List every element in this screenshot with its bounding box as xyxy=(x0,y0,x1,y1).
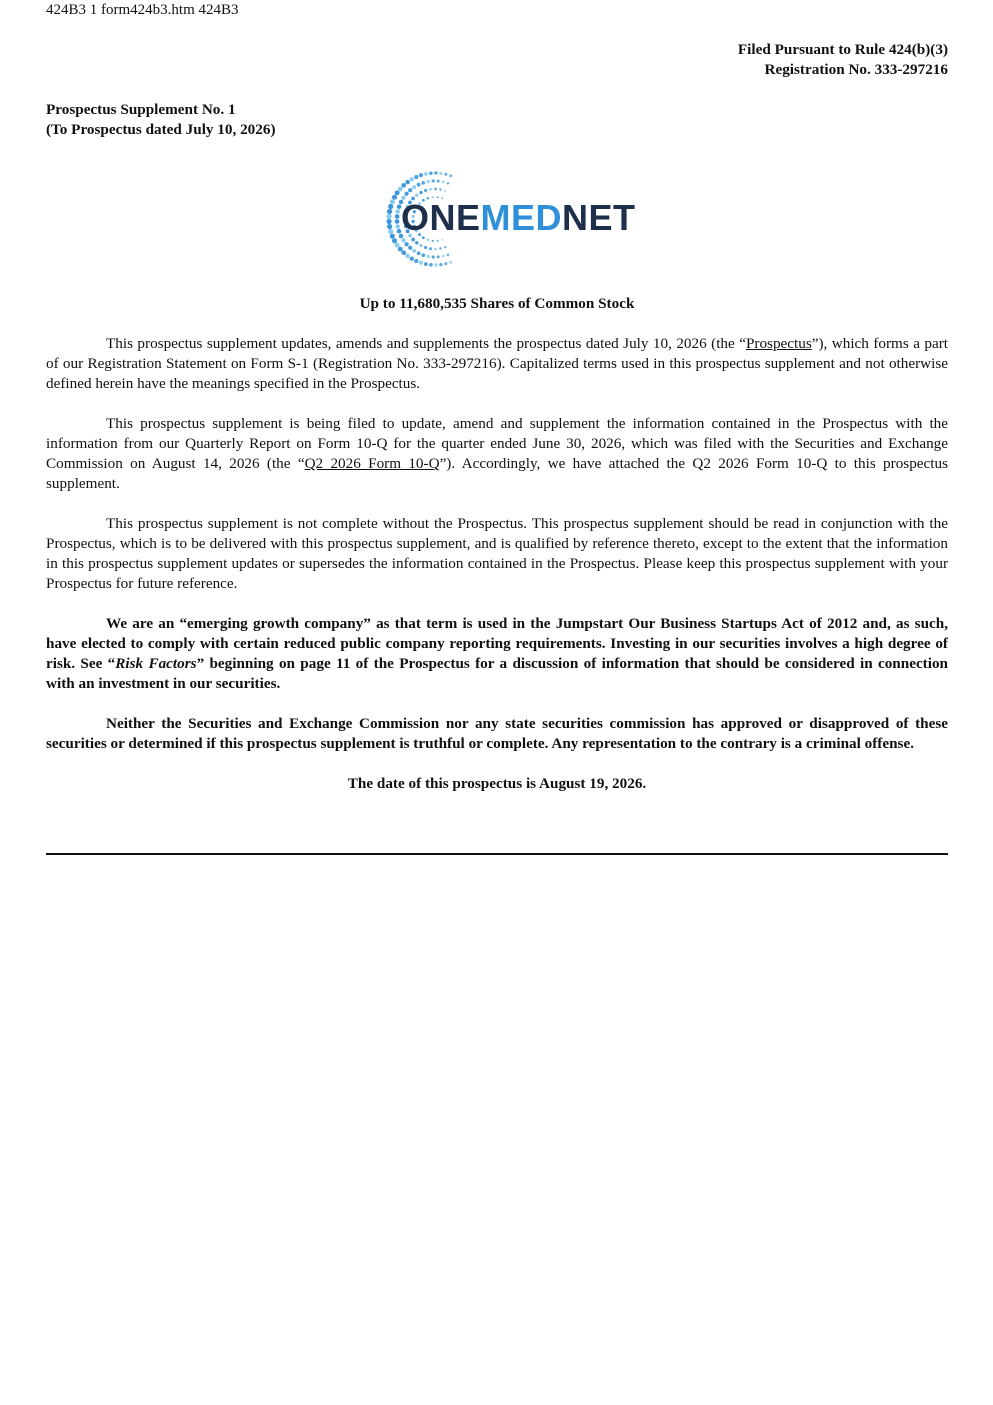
paragraph-not-complete: This prospectus supplement is not complete without the Prospectus. This prospectus supplement should be read in conjunction with the Prospectus, which is to be delivered with this prospectus supplement, and is qualified by reference thereto, except to the extent that the information in this prospectus supplement updates or supersedes the information contained in the Prospectus. Please keep this prospectus supplement with your Prospectus for future reference. xyxy=(46,515,948,592)
logo-dot xyxy=(437,255,440,258)
paragraph-sec-disclaimer: Neither the Securities and Exchange Commission nor any state securities commission has approved or disapproved of these securities or determined if this prospectus supplement is truthful or complete. Any representation to the contrary is a criminal offense. xyxy=(46,715,948,752)
logo-dot xyxy=(439,172,442,175)
supplement-title: Prospectus Supplement No. 1 xyxy=(46,101,236,118)
logo-dot xyxy=(405,180,410,185)
logo-dot xyxy=(427,255,430,258)
logo-dot xyxy=(432,179,435,182)
filing-rule: Filed Pursuant to Rule 424(b)(3) xyxy=(737,41,948,58)
logo-dot xyxy=(401,250,406,255)
logo-dot xyxy=(395,243,400,248)
paragraph-quarterly-report xyxy=(46,414,948,494)
logo-dot xyxy=(434,171,437,174)
logo-dot xyxy=(427,180,430,183)
logo-dot xyxy=(417,183,421,187)
logo-text-net: NET xyxy=(562,197,636,238)
logo-dot xyxy=(449,261,452,264)
registration-number: Registration No. 333-297216 xyxy=(764,61,948,78)
logo-dot xyxy=(439,263,442,266)
logo-dot xyxy=(429,263,433,267)
svg-text:ONEMEDNET xyxy=(401,197,636,238)
logo-dot xyxy=(429,247,432,250)
logo-dot xyxy=(392,195,397,200)
logo-dot xyxy=(434,188,437,191)
logo-dot xyxy=(398,247,403,252)
form-10q-link[interactable]: Q2 2026 Form 10-Q xyxy=(304,455,440,472)
logo-dot xyxy=(395,219,400,224)
logo-text-med: MED xyxy=(480,197,563,238)
logo-dot xyxy=(411,238,415,242)
prospectus-link[interactable]: Prospectus xyxy=(745,335,812,352)
logo-dot xyxy=(388,229,393,234)
logo-dot xyxy=(412,249,416,253)
logo-dot xyxy=(419,244,422,247)
logo-dot xyxy=(432,255,435,258)
logo-dot xyxy=(395,224,400,229)
paragraph-text: ”). Accordingly, we have attached the Q2 2026 Form 10-Q to this prospectus supplement. xyxy=(46,455,949,492)
logo-dot xyxy=(449,174,452,177)
logo-dot xyxy=(447,253,450,256)
filing-info xyxy=(738,40,948,80)
logo-dot xyxy=(424,246,427,249)
onemednet-logo xyxy=(343,165,653,273)
logo-dot xyxy=(422,253,426,257)
logo-dot xyxy=(395,209,400,214)
logo-dot xyxy=(442,181,445,184)
logo-dot xyxy=(387,224,392,229)
logo-dot xyxy=(434,248,437,251)
paragraph-text: We are an “emerging growth company” as that term is used in the Jumpstart Our Business Startups Act of 2012 and, as such, have elected to comply with certain reduced public company reporting requirements. Investing in our securities involves a high degree of risk. See “ xyxy=(46,615,948,672)
supplement-info xyxy=(46,100,276,140)
logo-dot xyxy=(408,246,412,250)
logo-dot xyxy=(437,240,439,242)
logo-dot xyxy=(419,173,423,177)
logo-dot xyxy=(437,180,440,183)
logo-dot xyxy=(424,189,427,192)
horizontal-rule xyxy=(46,853,948,855)
logo-dot xyxy=(444,262,447,265)
logo-dot xyxy=(442,239,444,241)
logo-dot xyxy=(419,261,423,265)
logo-dot xyxy=(398,186,403,191)
logo-dot xyxy=(429,171,433,175)
prospectus-date: The date of this prospectus is August 19, 2026. xyxy=(347,775,647,792)
logo-dot xyxy=(414,259,418,263)
logo-dot xyxy=(387,214,392,219)
logo-dot xyxy=(414,175,418,179)
logo-dot xyxy=(432,240,434,242)
logo-text-one: ONE xyxy=(401,197,481,238)
logo-dot xyxy=(419,191,422,194)
logo-dot xyxy=(405,254,410,259)
logo-dot xyxy=(387,209,392,214)
logo-dot xyxy=(388,204,393,209)
logo-dot xyxy=(390,234,395,239)
logo-dot xyxy=(410,177,414,181)
logo-dot xyxy=(444,173,447,176)
logo-dot xyxy=(439,188,441,190)
logo-dot xyxy=(417,251,421,255)
offering-title: Up to 11,680,535 Shares of Common Stock xyxy=(359,295,635,312)
logo-dot xyxy=(401,238,405,242)
document-header-line: 424B3 1 form424b3.htm 424B3 xyxy=(46,2,239,18)
supplement-subtitle: (To Prospectus dated July 10, 2026) xyxy=(46,121,276,138)
logo-dot xyxy=(424,172,428,176)
logo-dot xyxy=(401,183,406,188)
logo-dot xyxy=(408,188,412,192)
logo-dot xyxy=(427,239,430,242)
logo-dot xyxy=(442,255,445,258)
logo-dot xyxy=(429,188,432,191)
prospectus-body xyxy=(46,334,948,814)
paragraph-text: This prospectus supplement is being filed to update, amend and supplement the information contained in the Prospectus with the information from our Quarterly Report on Form 10-Q for the quarter ended June 30, 2026, which was filed with the Securities and Exchange Commission on August 14, 2026 (the “ xyxy=(46,415,948,472)
paragraph-emerging-growth xyxy=(46,614,948,694)
logo-dot xyxy=(422,181,426,185)
logo-dot xyxy=(410,257,414,261)
logo-dot xyxy=(404,242,408,246)
logo-dot xyxy=(447,182,450,185)
logo-dot xyxy=(387,219,392,224)
logo-dot xyxy=(392,238,397,243)
risk-factors-reference: Risk Factors xyxy=(115,655,197,672)
logo-dot xyxy=(395,190,400,195)
logo-dot xyxy=(439,247,441,249)
logo-dot xyxy=(404,192,408,196)
logo-dot xyxy=(415,241,419,245)
logo-dot xyxy=(444,246,446,248)
logo-dot xyxy=(444,190,446,192)
paragraph-text: ” beginning on page 11 of the Prospectus for a discussion of information that should be considered in connection with an investment in our securities. xyxy=(46,655,949,692)
logo-dot xyxy=(390,199,395,204)
paragraph-text: ”), which forms a part of our Registration Statement on Form S-1 (Registration No. 333-297216). Capitalized terms used in this prospectus supplement and not otherwise defined herein have the meanings specified in the Prospectus. xyxy=(46,335,948,392)
logo-graphic xyxy=(343,165,653,273)
logo-dot xyxy=(395,214,400,219)
logo-dot xyxy=(424,262,428,266)
logo-dot xyxy=(434,263,437,266)
paragraph-prospectus-update xyxy=(46,334,948,394)
paragraph-text: This prospectus supplement updates, amends and supplements the prospectus dated July 10, 2026 (the “ xyxy=(106,335,746,352)
logo-dot xyxy=(412,185,416,189)
